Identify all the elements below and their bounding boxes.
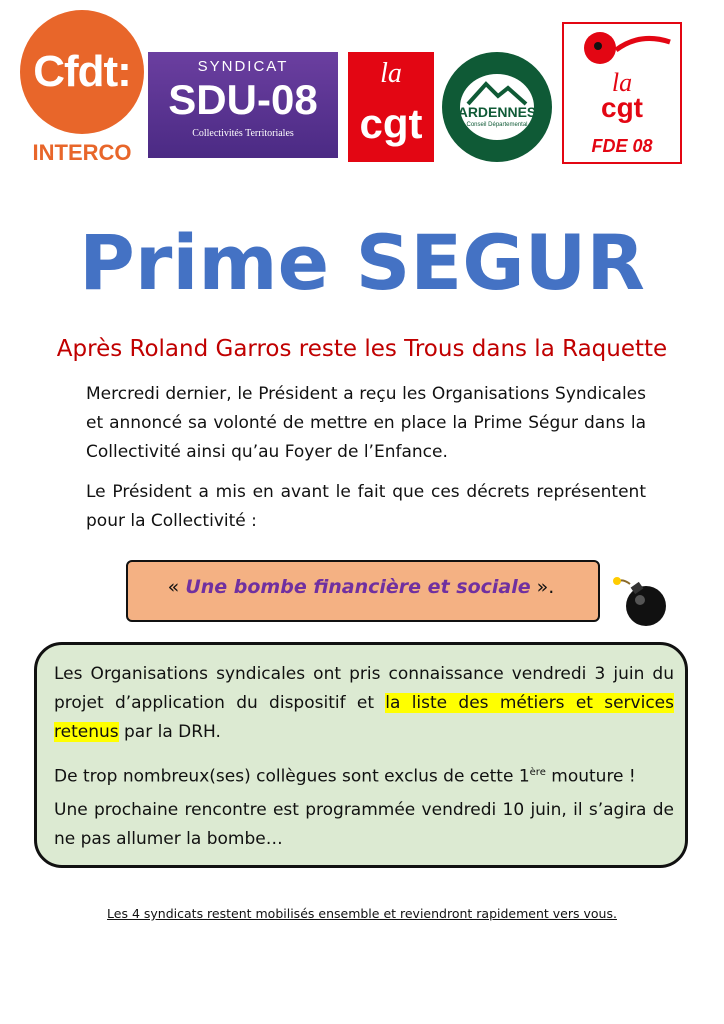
info-text-start: Les Organisations syndicales ont pris connaissance vendredi 3 juin du projet d’application du dispositif et — [54, 664, 674, 713]
info-box-paragraph-2 — [54, 758, 674, 792]
footer-note: Les 4 syndicats restent mobilisés ensemble et reviendront rapidement vers vous. — [107, 906, 617, 921]
statement-paragraph: Le Président a mis en avant le fait que ces décrets représentent pour la Collectivité : — [86, 482, 646, 531]
quote-open: « — [167, 576, 186, 598]
sdu-logo-name: SDU-08 — [168, 76, 318, 123]
cfdt-interco-logo — [20, 10, 144, 170]
intro-paragraph: Mercredi dernier, le Président a reçu les Organisations Syndicales et annoncé sa volonté de mettre en place la Prime Ségur dans la Collectivité ainsi qu’au Foyer de l’Enfance. — [86, 384, 646, 462]
sdu-08-logo — [148, 52, 338, 158]
quote-close: ». — [530, 576, 555, 598]
page-title: Prime SEGUR — [79, 218, 645, 307]
rose-icon — [570, 28, 676, 72]
superscript-ere: ère — [529, 767, 546, 778]
ardennes-logo-name: ARDENNES — [457, 104, 537, 120]
cgt-fde-08-logo — [562, 22, 682, 164]
quote-banner-text — [126, 576, 596, 598]
cgt-logo-la: la — [380, 58, 402, 89]
page-subtitle: Après Roland Garros reste les Trous dans la Raquette — [56, 336, 668, 362]
cgt-logo-name: cgt — [359, 100, 423, 147]
ardennes-logo — [442, 52, 552, 162]
info-text-end: par la DRH. — [118, 722, 221, 742]
fde-logo-la: la — [611, 68, 633, 97]
fde-logo-sub: FDE 08 — [591, 136, 653, 156]
ardennes-logo-sub: Conseil Départemental — [466, 122, 528, 128]
fde-logo-name: cgt — [601, 92, 643, 123]
info-box-paragraph-3: Une prochaine rencontre est programmée vendredi 10 juin, il s’agira de ne pas allumer la bombe… — [54, 800, 674, 849]
quote-text: Une bombe financière et sociale — [185, 576, 531, 598]
highlighted-text: la liste des métiers et services retenus — [54, 693, 674, 742]
excluded-text-end: mouture ! — [545, 766, 636, 787]
excluded-text-start: De trop nombreux(ses) collègues sont exclus de cette 1 — [54, 766, 530, 787]
bomb-icon — [608, 570, 672, 628]
cgt-logo — [348, 52, 434, 162]
cfdt-logo-name: Cfdt: — [20, 10, 144, 134]
sdu-logo-sub: Collectivités Territoriales — [192, 128, 294, 139]
info-box-paragraph-1 — [54, 660, 674, 747]
sdu-logo-top: SYNDICAT — [197, 58, 289, 75]
cfdt-logo-sub: INTERCO — [32, 140, 132, 165]
